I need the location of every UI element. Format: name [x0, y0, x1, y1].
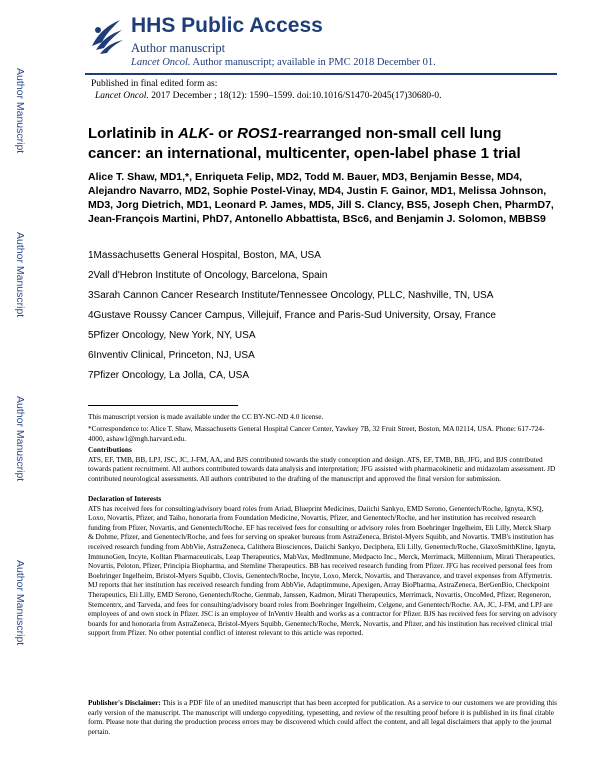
affiliation-item: 4Gustave Roussy Cancer Campus, Villejuif, France and Paris-Sud University, Orsay, France	[88, 310, 496, 321]
contributions-text: ATS, EF, TMB, BB, LPJ, JSC, JC, J-FM, AA, and BJS contributed towards the study conception and design. ATS, EF, TMB, BB, JFG, and BJS contributed towards patient recruitment. All authors contributed towards data analysis and interpretation; JFG assisted with pharmacokinetic and midazolam assessment. JD contributed neurological assessments. All authors contributed to the drafting of the manuscript and approved the final version for submission.	[88, 454, 556, 483]
article-title: Lorlatinib in ALK- or ROS1-rearranged non-small cell lung cancer: an international, multicenter, open-label phase 1 trial	[88, 125, 521, 162]
affiliation-item: 7Pfizer Oncology, La Jolla, CA, USA	[88, 370, 249, 381]
sidebar-author-manuscript-4: Author Manuscript	[14, 560, 26, 646]
interests-heading: Declaration of Interests	[88, 494, 162, 503]
contributions-heading: Contributions	[88, 445, 132, 454]
correspondence-note: *Correspondence to: Alice T. Shaw, Massachusetts General Hospital Cancer Center, Yawkey 7B, 32 Fruit Street, Boston, MA 02114, USA. Phone: 617-724-4000, ashaw1@mgh.harvard.edu.	[88, 424, 545, 443]
contributions-section	[88, 445, 558, 483]
hhs-public-access-title: HHS Public Access	[131, 14, 323, 37]
availability-line: Lancet Oncol. Author manuscript; available in PMC 2018 December 01.	[131, 57, 436, 68]
publication-info: Published in final edited form as: Lancet Oncol. 2017 December ; 18(12): 1590–1599. doi:10.1016/S1470-2045(17)30680-0.	[91, 79, 442, 101]
affiliation-item: 3Sarah Cannon Cancer Research Institute/Tennessee Oncology, PLLC, Nashville, TN, USA	[88, 290, 494, 301]
disclaimer-text: This is a PDF file of an unedited manuscript that has been accepted for publication. As a service to our customers we are providing this early version of the manuscript. The manuscript will undergo copyediting, typesetting, and review of the resulting proof before it is published in its final citable form. Please note that during the production process errors may be discovered which could affect the content, and all legal disclaimers that apply to the journal pertain.	[88, 698, 557, 736]
sidebar-author-manuscript-1: Author Manuscript	[14, 68, 26, 154]
affiliation-item: 2Vall d'Hebron Institute of Oncology, Barcelona, Spain	[88, 270, 328, 281]
sidebar-author-manuscript-3: Author Manuscript	[14, 396, 26, 482]
footnote-divider	[88, 405, 238, 406]
author-list: Alice T. Shaw, MD1,*, Enriqueta Felip, MD2, Todd M. Bauer, MD3, Benjamin Besse, MD4, Alejandro Navarro, MD2, Sophie Postel-Vinay, MD4, Justin F. Gainor, MD1, Melissa Johnson, MD3, Jorg Dietrich, MD1, Leonard P. James, MD5, Jill S. Clancy, BS5, Joseph Chen, PharmD7, Jean-François Martini, PhD7, Antonello Abbattista, BSc6, and Benjamin J. Solomon, MBBS9	[88, 171, 554, 225]
affiliation-item: 6Inventiv Clinical, Princeton, NJ, USA	[88, 350, 255, 361]
sidebar-author-manuscript-2: Author Manuscript	[14, 232, 26, 318]
interests-text: ATS has received fees for consulting/advisory board roles from Ariad, Blueprint Medicines, Daiichi Sankyo, EMD Serono, Genentech/Roche, Ignyta, KSQ, Loxo, Novartis, Pfizer, and Taiho, honoraria from Foundation Medicine, Novartis, Pfizer, and Genentech/Roche, and her institution has received research funding from Pfizer, Novartis, and Genentech/Roche. EF has received fees for consulting or advisory roles from Boehringer Ingelheim, Eli Lilly, Merck Sharp & Dohme, Pfizer, and Genentech/Roche, and fees for serving on speaker bureaus from AstraZeneca, Bristol-Myers Squibb, and Novartis. TMB's institution has received research funding from AbbVie, AstraZeneca, Calithera Biosciences, Daiichi Sankyo, Deciphera, Eli Lilly, Genentech/Roche, GlaxoSmithKline, Ignyta, ImmunoGen, Incyte, Kolltan Pharmaceuticals, Leap Therapeutics, MabVax, MedImmune, Medpacto Inc., Merck, Merrimack, Millennium, Mirati Therapeutics, Novartis, Peloton, Pfizer, Principia Biopharma, and Stemline Therapeutics. BB has received research funding from Pfizer. JFG has received personal fees from Boehringer Ingelheim, Bristol-Myers Squibb, Clovis, Genentech/Roche, Incyte, Loxo, Merck, Novartis, and Theravance, and travel expenses from Affymetrix. MJ reports that her institution has received research funding from AbbVie, Adaptimmune, Apexigen, Array BioPharma, AstraZeneca, BerGenBio, Checkpoint Therapeutics, Eli Lilly, EMD Serono, Genentech/Roche, Genmab, Janssen, Kadmon, Mirati Therapeutics, Merrimack, Novartis, OncoMed, Pfizer, Regeneron, Stemcentrx, and Tarveda, and fees for consulting/advisory board roles from Boehringer Ingelheim, Celgene, and Genentech/Roche. AA, JC, J-FM, and LPJ are employees of and own stock in Pfizer. JSC is an employee of InVentiv Health and works as a contractor for Pfizer. BJS has received fees for serving on advisory boards for and honoraria from AstraZeneca, Bristol-Myers Squibb, Genentech/Roche, Merck, Novartis, and Pfizer, and his institution has received clinical trial support from Pfizer. No other potential conflict of interest relevant to this article was reported.	[88, 503, 557, 638]
affiliation-item: 1Massachusetts General Hospital, Boston, MA, USA	[88, 250, 321, 261]
disclaimer-section	[88, 698, 558, 736]
hhs-eagle-logo-icon	[88, 16, 124, 56]
interests-section	[88, 494, 558, 638]
author-manuscript-subtitle: Author manuscript	[131, 41, 226, 55]
license-note: This manuscript version is made available under the CC BY-NC-ND 4.0 license.	[88, 412, 324, 421]
affiliation-item: 5Pfizer Oncology, New York, NY, USA	[88, 330, 256, 341]
header-divider	[85, 73, 557, 75]
disclaimer-heading: Publisher's Disclaimer:	[88, 698, 161, 707]
